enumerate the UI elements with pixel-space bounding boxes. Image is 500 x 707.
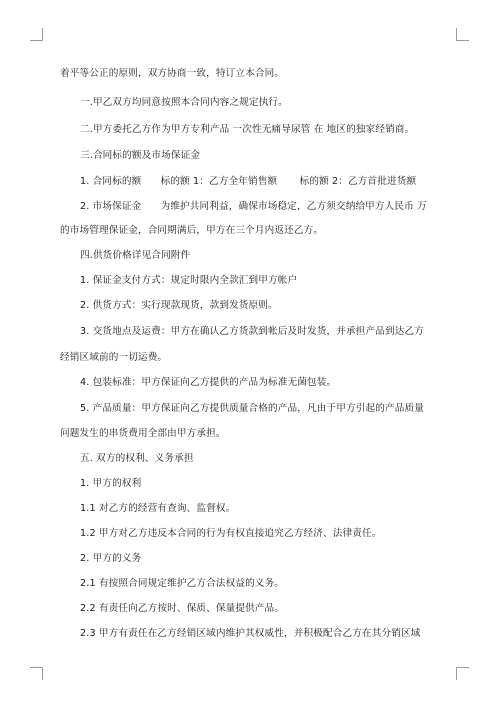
body-text-line: 着平等公正的原则，双方协商一致，特订立本合同。 (60, 68, 285, 79)
section-heading: 四.供货价格详见合同附件 (80, 250, 191, 261)
clause-heading: 一.甲乙双方均同意按照本合同内容之规定执行。 (80, 97, 288, 108)
clause-item: 2.3 甲方有责任在乙方经销区域内维护其权威性，并积极配合乙方在其分销区域 (80, 628, 421, 639)
clause-item: 4. 包装标准：甲方保证向乙方提供的产品为标准无菌包装。 (80, 377, 337, 388)
clause-item-continued: 问题发生的串货费用全部由甲方承担。 (60, 428, 226, 439)
section-heading: 三.合同标的额及市场保证金 (80, 150, 201, 161)
section-heading: 五. 双方的权利、义务承担 (80, 453, 194, 464)
subsection-heading: 1. 甲方的权利 (80, 478, 142, 489)
clause-item: 5. 产品质量：甲方保证向乙方提供质量合格的产品，凡由于甲方引起的产品质量 (80, 403, 424, 414)
clause-item: 1.2 甲方对乙方违反本合同的行为有权直接追究乙方经济、法律责任。 (80, 528, 382, 539)
clause-item: 2.2 有责任向乙方按时、保质、保量提供产品。 (80, 603, 285, 614)
subsection-heading: 2. 甲方的义务 (80, 553, 142, 564)
clause-item: 1. 保证金支付方式：规定时限内全款汇到甲方帐户 (80, 275, 298, 286)
clause-item-continued: 的市场管理保证金，合同期满后，甲方在三个月内返还乙方。 (60, 225, 324, 236)
clause-heading: 二.甲方委托乙方作为甲方专利产品 一次性无痛导尿管 在 地区的独家经销商。 (80, 124, 415, 135)
clause-item: 2.1 有按照合同规定维护乙方合法权益的义务。 (80, 578, 285, 589)
clause-item: 2. 市场保证金 为维护共同利益，确保市场稳定，乙方须交纳给甲方人民币 万 (80, 201, 427, 212)
clause-item: 2. 供货方式：实行现款现货，款到发货原则。 (80, 300, 278, 311)
clause-item-continued: 经销区域前的一切运费。 (60, 352, 168, 363)
clause-item: 1.1 对乙方的经营有查询、监督权。 (80, 503, 236, 514)
clause-item: 3. 交货地点及运费：甲方在确认乙方货款到帐后及时发货，并承担产品到达乙方 (80, 326, 424, 337)
clause-item: 1. 合同标的额 标的额 1：乙方全年销售额 标的额 2：乙方首批进货额 (80, 176, 417, 187)
